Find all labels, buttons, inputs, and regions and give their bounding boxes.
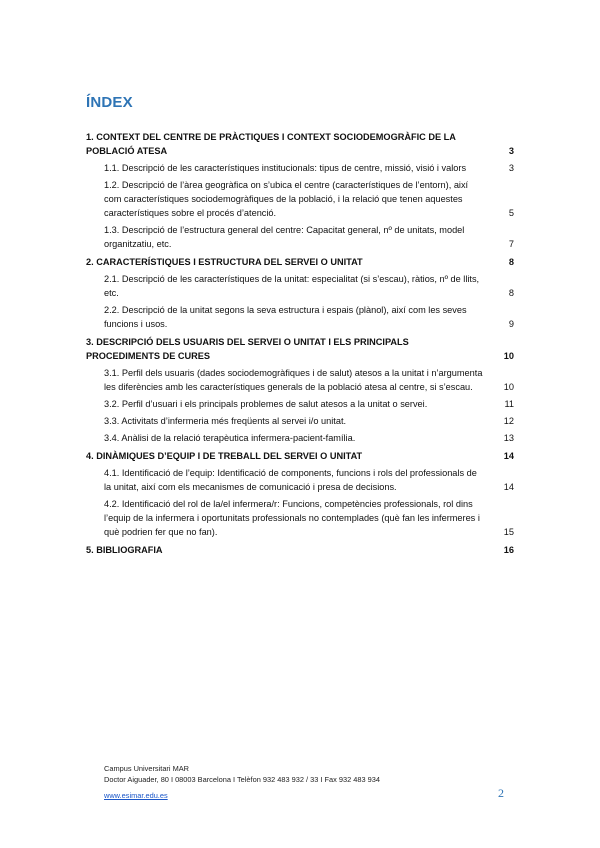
toc-entry-text: 1. CONTEXT DEL CENTRE DE PRÀCTIQUES I CONTEXT SOCIODEMOGRÀFIC DE LA POBLACIÓ ATESA xyxy=(86,132,456,156)
toc-entry-3-1[interactable] xyxy=(86,366,514,394)
toc-entry-3-4[interactable] xyxy=(86,431,514,445)
toc-page-number: 3 xyxy=(508,146,514,156)
toc-page-number: 13 xyxy=(503,433,514,443)
toc-entry-text: 4. DINÀMIQUES D’EQUIP I DE TREBALL DEL SERVEI O UNITAT xyxy=(86,451,363,461)
toc-page-number: 15 xyxy=(503,527,514,537)
toc-entry-text: 1.2. Descripció de l’àrea geogràfica on s’ubica el centre (característiques de l’entorn), així com característiques sociodemogràfiques de la població, i la relació que tenen aquestes característiques sobre el procés d’atenció. xyxy=(104,180,469,218)
toc-page-number: 14 xyxy=(503,482,514,492)
page-number: 2 xyxy=(498,786,504,800)
toc-entry-text: 2. CARACTERÍSTIQUES I ESTRUCTURA DEL SERVEI O UNITAT xyxy=(86,257,363,267)
toc-entry-text: 3.3. Activitats d’infermeria més freqüents al servei i/o unitat. xyxy=(104,416,347,426)
toc-entry-4-2[interactable] xyxy=(86,497,514,539)
toc-entry-2-2[interactable] xyxy=(86,303,514,331)
index-title: ÍNDEX xyxy=(86,94,133,111)
footer-website-link[interactable]: www.esimar.edu.es xyxy=(104,791,168,800)
toc-entry-text: 5. BIBLIOGRAFIA xyxy=(86,545,163,555)
toc-entry-4[interactable] xyxy=(86,449,514,463)
footer-address: Doctor Aiguader, 80 I 08003 Barcelona I Telèfon 932 483 932 / 33 I Fax 932 483 934 xyxy=(104,774,380,784)
table-of-contents xyxy=(86,126,514,557)
toc-entry-text: 3. DESCRIPCIÓ DELS USUARIS DEL SERVEI O UNITAT I ELS PRINCIPALS PROCEDIMENTS DE CURES xyxy=(86,337,409,361)
toc-page-number: 5 xyxy=(508,208,514,218)
toc-entry-text: 2.1. Descripció de les característiques de la unitat: especialitat (si s’escau), ràtios, nº de llits, etc. xyxy=(104,274,480,298)
toc-page-number: 3 xyxy=(508,163,514,173)
toc-page-number: 16 xyxy=(503,545,514,555)
toc-page-number: 12 xyxy=(503,416,514,426)
toc-entry-text: 1.3. Descripció de l’estructura general del centre: Capacitat general, nº de unitats, model organitzatiu, etc. xyxy=(104,225,465,249)
toc-page-number: 8 xyxy=(508,257,514,267)
toc-entry-3[interactable] xyxy=(86,335,514,363)
toc-entry-text: 3.2. Perfil d’usuari i els principals problemes de salut atesos a la unitat o servei. xyxy=(104,399,428,409)
toc-entry-3-3[interactable] xyxy=(86,414,514,428)
toc-entry-1-3[interactable] xyxy=(86,223,514,251)
toc-page-number: 11 xyxy=(504,399,514,409)
toc-page-number: 8 xyxy=(508,288,514,298)
toc-entry-4-1[interactable] xyxy=(86,466,514,494)
toc-page-number: 10 xyxy=(503,351,514,361)
toc-entry-1[interactable] xyxy=(86,130,514,158)
toc-entry-1-2[interactable] xyxy=(86,178,514,220)
toc-entry-text: 1.1. Descripció de les característiques institucionals: tipus de centre, missió, visió i valors xyxy=(104,163,467,173)
page-footer xyxy=(104,764,504,802)
toc-entry-2-1[interactable] xyxy=(86,272,514,300)
toc-entry-text: 2.2. Descripció de la unitat segons la seva estructura i espais (plànol), així com les seves funcions i usos. xyxy=(104,305,467,329)
toc-entry-text: 3.4. Anàlisi de la relació terapèutica infermera-pacient-família. xyxy=(104,433,356,443)
toc-entry-5[interactable] xyxy=(86,543,514,557)
toc-page-number: 14 xyxy=(503,451,514,461)
toc-page-number: 10 xyxy=(503,382,514,392)
toc-entry-2[interactable] xyxy=(86,255,514,269)
toc-entry-text: 3.1. Perfil dels usuaris (dades sociodemogràfiques i de salut) atesos a la unitat i n’argumenta les diferències amb les característiques generals de la població atesa al centre, si s’escau. xyxy=(104,368,483,392)
toc-page-number: 7 xyxy=(508,239,514,249)
footer-campus: Campus Universitari MAR xyxy=(104,764,190,773)
toc-entry-text: 4.2. Identificació del rol de la/el infermera/r: Funcions, competències professionals, rol dins l’equip de la infermera i oportunitats professionals no contemplades (què fan les infermeres i què podrien fer que no fan). xyxy=(104,499,480,537)
toc-entry-3-2[interactable] xyxy=(86,397,514,411)
toc-entry-text: 4.1. Identificació de l’equip: Identificació de components, funcions i rols del professionals de la unitat, així com els mecanismes de comunicació i presa de decisions. xyxy=(104,468,477,492)
toc-page-number: 9 xyxy=(508,319,514,329)
toc-entry-1-1[interactable] xyxy=(86,161,514,175)
